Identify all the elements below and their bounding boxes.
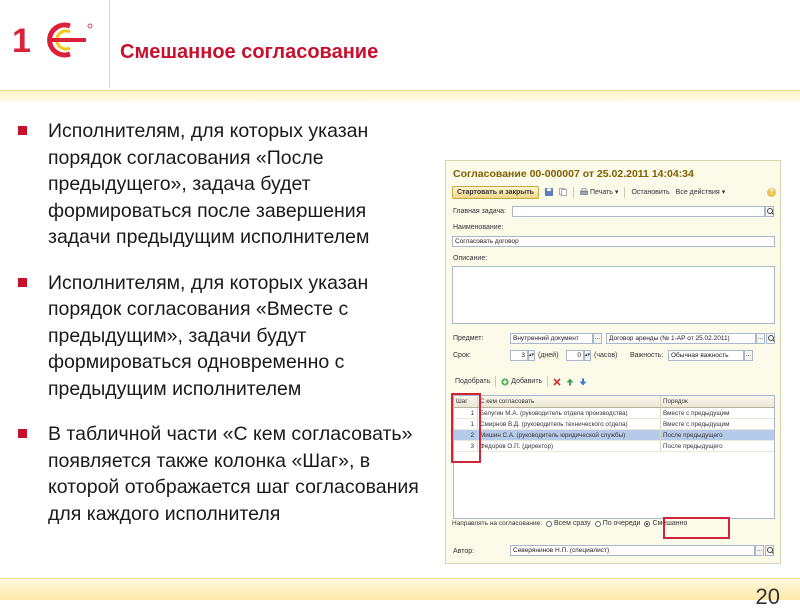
term-hours-field[interactable]: 0 — [566, 350, 584, 361]
approver-cell: Смирнов В.Д. (руководитель технического отдела) — [478, 419, 661, 429]
search-icon[interactable] — [765, 545, 774, 556]
bullet-text: В табличной части «С кем согласовать» появляется также колонка «Шаг», в которой отображается шаг согласования для каждого исполнителя — [48, 423, 419, 525]
stop-button[interactable]: Остановить — [631, 188, 670, 196]
term-days-field[interactable]: 3 — [510, 350, 528, 361]
toolbar-separator — [624, 187, 625, 198]
order-cell: Вместе с предыдущим — [663, 410, 730, 417]
route-option-label: Смешанно — [652, 520, 688, 527]
subject-label: Предмет: — [453, 335, 484, 342]
chevron-down-icon: ▾ — [614, 189, 619, 196]
step-cell: 2 — [454, 430, 478, 440]
term-days-stepper[interactable]: ▴▾ — [528, 350, 535, 361]
bullet-list — [18, 118, 428, 546]
description-field[interactable] — [452, 266, 775, 324]
printer-icon — [580, 188, 588, 196]
delete-icon[interactable] — [553, 378, 561, 386]
name-field[interactable]: Согласовать договор — [452, 236, 775, 247]
table-header — [454, 396, 774, 408]
subject-field[interactable]: Договор аренды (№ 1-АР от 25.02.2011) — [606, 333, 756, 344]
help-icon[interactable]: ? — [767, 188, 776, 197]
svg-text:1: 1 — [12, 22, 31, 60]
term-hours-unit: (часов) — [594, 352, 618, 359]
importance-field[interactable]: Обычная важность — [668, 350, 744, 361]
radio-icon — [595, 521, 601, 527]
importance-label: Важность: — [630, 352, 664, 359]
column-header-approver[interactable]: С кем согласовать — [478, 396, 661, 407]
route-label: Направлять на согласование: — [452, 520, 543, 527]
move-up-icon[interactable] — [566, 378, 574, 386]
page-number: 20 — [755, 584, 780, 609]
route-option-group — [452, 520, 687, 527]
toolbar-separator — [547, 376, 548, 387]
route-option-all-at-once[interactable] — [546, 520, 591, 527]
column-header-step[interactable]: Шаг — [454, 396, 478, 407]
header-band — [0, 90, 800, 102]
form-toolbar — [452, 185, 776, 199]
step-cell: 1 — [454, 419, 478, 429]
print-label: Печать — [589, 188, 613, 196]
step-cell: 1 — [454, 408, 478, 418]
subject-select-button[interactable]: ... — [756, 333, 765, 344]
author-label: Автор: — [453, 548, 475, 555]
table-row-selected[interactable] — [454, 430, 774, 441]
route-option-label: По очереди — [602, 520, 641, 527]
route-option-label: Всем сразу — [554, 520, 591, 527]
order-cell: После предыдущего — [663, 443, 723, 450]
main-task-field[interactable] — [512, 206, 765, 217]
subject-type-field[interactable]: Внутренний документ — [510, 333, 593, 344]
table-toolbar — [455, 376, 587, 387]
order-cell: Вместе с предыдущим — [663, 421, 730, 428]
move-down-icon[interactable] — [579, 378, 587, 386]
bullet-text: Исполнителям, для которых указан порядок согласования «Вместе с предыдущим», задачи будут формироваться одновременно с предыдущим исполнителем — [48, 271, 369, 400]
table-row[interactable] — [454, 441, 774, 452]
term-label: Срок: — [453, 352, 471, 359]
all-actions-label: Все действия — [675, 188, 720, 196]
save-icon — [545, 188, 553, 196]
toolbar-separator — [573, 187, 574, 198]
print-button[interactable] — [580, 188, 618, 196]
header-line — [0, 90, 800, 91]
approver-cell: Федоров О.П. (директор) — [478, 441, 661, 451]
step-column-highlight — [451, 393, 481, 463]
order-cell: После предыдущего — [663, 432, 723, 439]
approver-cell: Белугин М.А. (руководитель отдела производства) — [478, 408, 661, 418]
bullet-item — [18, 270, 428, 403]
add-button[interactable] — [501, 378, 542, 386]
approver-cell: Мишин С.А. (руководитель юридической службы) — [478, 430, 661, 440]
mixed-option-highlight — [663, 517, 730, 539]
search-icon[interactable] — [766, 333, 775, 344]
copy-button[interactable] — [559, 188, 567, 196]
slide-title: Смешанное согласование — [120, 41, 379, 63]
bullet-marker — [18, 126, 27, 135]
column-header-order[interactable]: Порядок — [663, 398, 688, 405]
add-icon — [501, 378, 509, 386]
approval-form — [445, 160, 781, 564]
term-days-unit: (дней) — [538, 352, 559, 359]
all-actions-menu[interactable] — [676, 188, 726, 196]
save-button[interactable] — [545, 188, 553, 196]
form-title: Согласование 00-000007 от 25.02.2011 14:04:34 — [453, 168, 694, 180]
1c-logo — [10, 18, 100, 62]
importance-select-button[interactable]: ... — [744, 350, 753, 361]
radio-selected-icon — [644, 521, 650, 527]
footer-band — [0, 578, 800, 600]
author-field[interactable]: Северянинов Н.П. (специалист) — [510, 545, 755, 556]
search-icon[interactable] — [765, 206, 774, 217]
main-task-label: Главная задача: — [453, 208, 506, 215]
start-close-button[interactable]: Стартовать и закрыть — [452, 186, 539, 199]
header-divider — [109, 0, 110, 88]
step-cell: 3 — [454, 441, 478, 451]
pick-button[interactable]: Подобрать — [455, 378, 491, 385]
description-label: Описание: — [453, 255, 488, 262]
table-row[interactable] — [454, 408, 774, 419]
add-label: Добавить — [511, 378, 543, 385]
bullet-text: Исполнителям, для которых указан порядок согласования «После предыдущего», задача будет формироваться после завершения задачи предыдущим исполнителем — [48, 120, 370, 248]
route-option-in-turn[interactable] — [595, 520, 641, 527]
copy-icon — [559, 188, 567, 196]
approvers-table — [453, 395, 775, 519]
bullet-item — [18, 118, 428, 251]
chevron-down-icon: ▾ — [721, 189, 726, 196]
bullet-marker — [18, 429, 27, 438]
table-row[interactable] — [454, 419, 774, 430]
bullet-marker — [18, 278, 27, 287]
bullet-item — [18, 421, 428, 527]
name-label: Наименование: — [453, 224, 504, 231]
author-select-button[interactable]: ... — [755, 545, 764, 556]
term-hours-stepper[interactable]: ▴▾ — [584, 350, 591, 361]
subject-type-select-button[interactable]: ... — [593, 333, 602, 344]
radio-icon — [546, 521, 552, 527]
toolbar-separator — [495, 376, 496, 387]
